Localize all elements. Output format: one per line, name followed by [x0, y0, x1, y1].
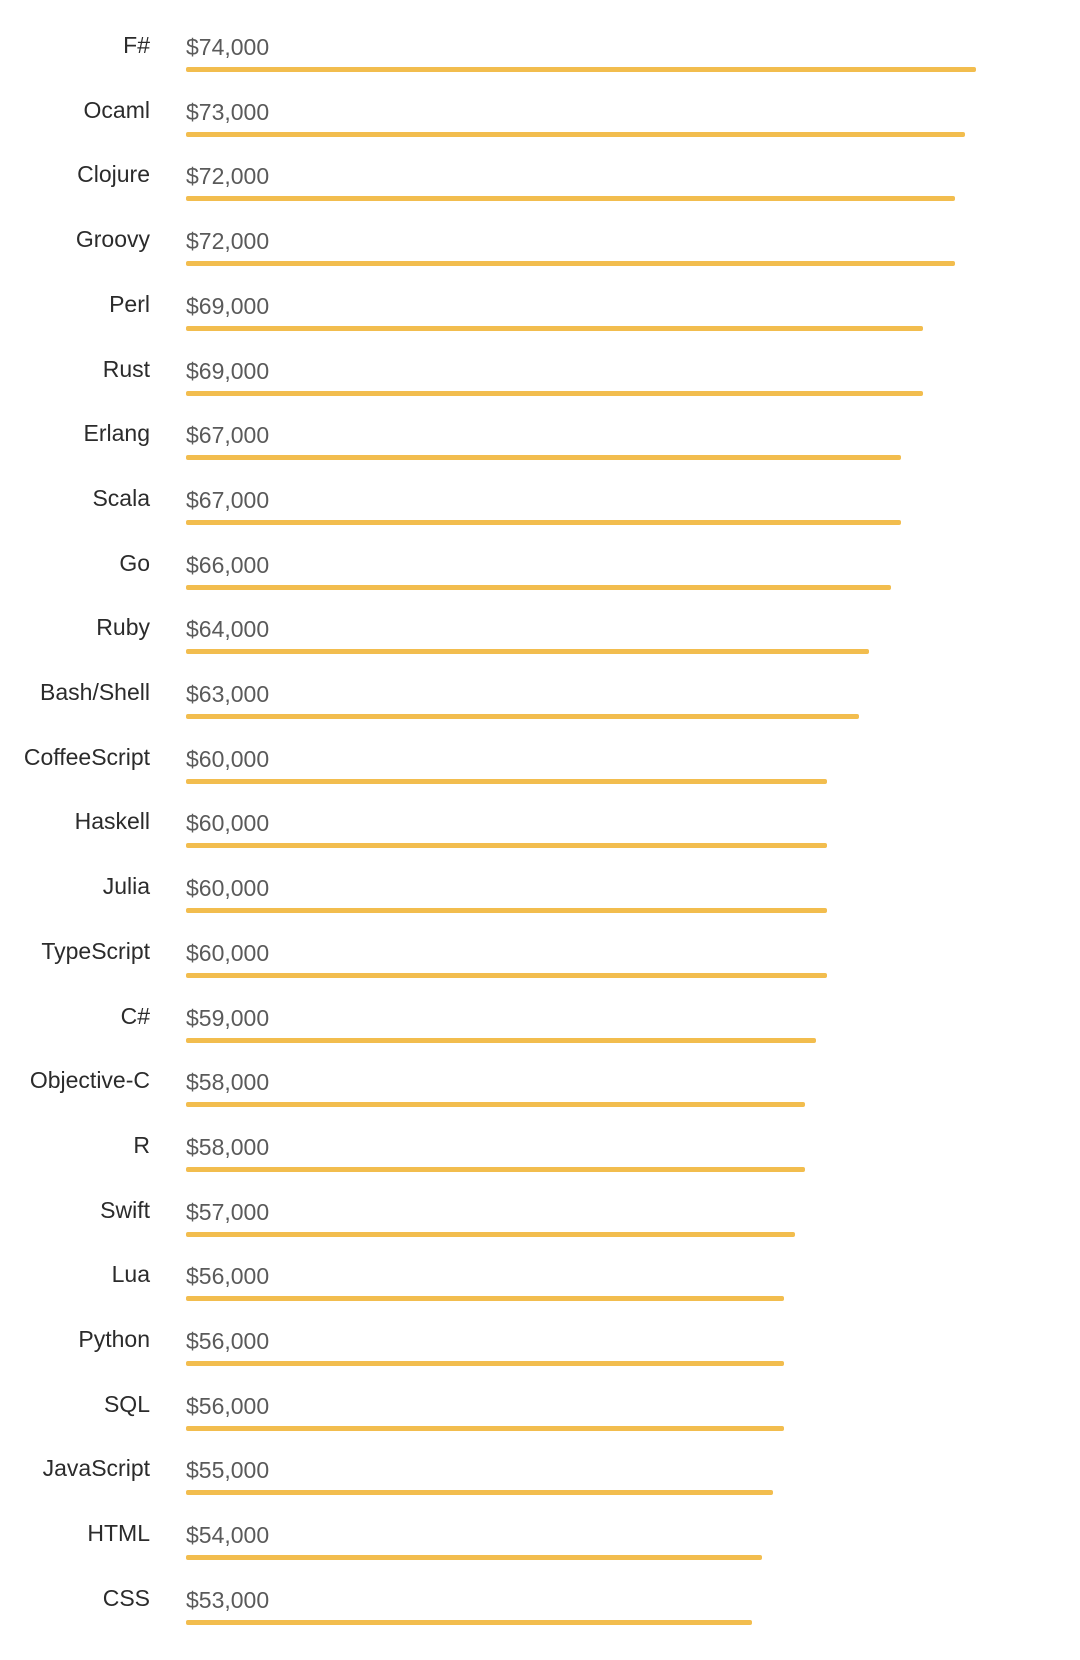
value-label: $58,000 [186, 1133, 270, 1160]
category-label: C# [120, 1002, 150, 1029]
value-label: $55,000 [186, 1457, 270, 1484]
category-label: R [133, 1131, 150, 1158]
bar [186, 1232, 795, 1237]
category-label: Rust [102, 355, 150, 382]
category-label: SQL [103, 1390, 150, 1417]
bar-row [0, 1506, 1080, 1570]
category-label: JavaScript [42, 1455, 150, 1482]
bar [186, 455, 901, 460]
bar-row [0, 18, 1080, 82]
bar-row [0, 1312, 1080, 1376]
category-label: Swift [100, 1196, 150, 1223]
bar-row [0, 794, 1080, 858]
bar-row [0, 1053, 1080, 1117]
bar [186, 649, 869, 654]
category-label: Erlang [83, 420, 150, 447]
value-label: $73,000 [186, 98, 270, 125]
category-label: Haskell [74, 808, 150, 835]
bar-row [0, 471, 1080, 535]
bar [186, 1620, 752, 1625]
value-label: $69,000 [186, 357, 270, 384]
category-label: Perl [109, 290, 150, 317]
bar [186, 391, 923, 396]
bar-row [0, 212, 1080, 276]
bar [186, 1038, 816, 1043]
bar-row [0, 600, 1080, 664]
value-label: $59,000 [186, 1004, 270, 1031]
value-label: $64,000 [186, 616, 270, 643]
bar-row [0, 1118, 1080, 1182]
category-label: Groovy [75, 226, 150, 253]
value-label: $56,000 [186, 1328, 270, 1354]
bar [186, 714, 859, 719]
category-label: Python [78, 1326, 150, 1352]
bar [186, 973, 827, 978]
value-label: $60,000 [186, 939, 270, 966]
value-label: $72,000 [186, 163, 270, 190]
bar [186, 1102, 805, 1107]
value-label: $57,000 [186, 1198, 270, 1225]
category-label: Objective-C [29, 1067, 150, 1094]
value-label: $56,000 [186, 1392, 270, 1419]
bar [186, 1555, 762, 1560]
bar [186, 67, 976, 72]
category-label: CSS [102, 1584, 150, 1611]
category-label: Julia [102, 873, 150, 900]
value-label: $58,000 [186, 1069, 270, 1096]
bar [186, 779, 827, 784]
value-label: $67,000 [186, 422, 270, 449]
value-label: $56,000 [186, 1263, 270, 1290]
bar [186, 1426, 784, 1431]
bar [186, 1296, 784, 1301]
category-label: Ruby [96, 614, 150, 641]
bar-row [0, 924, 1080, 988]
category-label: Bash/Shell [40, 679, 150, 705]
bar-row [0, 277, 1080, 341]
bar-row [0, 83, 1080, 147]
bar-row [0, 665, 1080, 729]
value-label: $67,000 [186, 486, 270, 513]
bar-row [0, 406, 1080, 470]
category-label: HTML [87, 1520, 150, 1547]
bar [186, 843, 827, 848]
bar [186, 326, 923, 331]
category-label: Ocaml [83, 96, 150, 123]
bar-row [0, 859, 1080, 923]
bar-row [0, 1183, 1080, 1247]
category-label: TypeScript [41, 937, 150, 964]
category-label: Lua [111, 1261, 150, 1288]
value-label: $66,000 [186, 551, 270, 578]
value-label: $60,000 [186, 745, 270, 772]
bar [186, 585, 891, 590]
bar [186, 1490, 773, 1495]
bar-row [0, 1571, 1080, 1635]
bar-row [0, 536, 1080, 600]
value-label: $54,000 [186, 1522, 270, 1549]
bar-row [0, 730, 1080, 794]
bar-row [0, 1377, 1080, 1441]
value-label: $63,000 [186, 681, 270, 707]
value-label: $60,000 [186, 810, 270, 837]
bar [186, 520, 901, 525]
category-label: Go [119, 549, 150, 576]
bar [186, 908, 827, 913]
bar [186, 196, 955, 201]
bar-row [0, 1247, 1080, 1311]
bar-row [0, 989, 1080, 1053]
bar [186, 132, 965, 137]
bar [186, 1167, 805, 1172]
value-label: $60,000 [186, 875, 270, 902]
category-label: Clojure [77, 161, 150, 188]
category-label: F# [123, 32, 150, 58]
value-label: $74,000 [186, 34, 270, 60]
value-label: $72,000 [186, 228, 270, 255]
value-label: $69,000 [186, 292, 270, 319]
value-label: $53,000 [186, 1586, 270, 1613]
category-label: Scala [92, 484, 150, 511]
bar-row [0, 147, 1080, 211]
bar-row [0, 342, 1080, 406]
bar [186, 261, 955, 266]
category-label: CoffeeScript [23, 743, 150, 770]
bar-row [0, 1441, 1080, 1505]
bar [186, 1361, 784, 1366]
